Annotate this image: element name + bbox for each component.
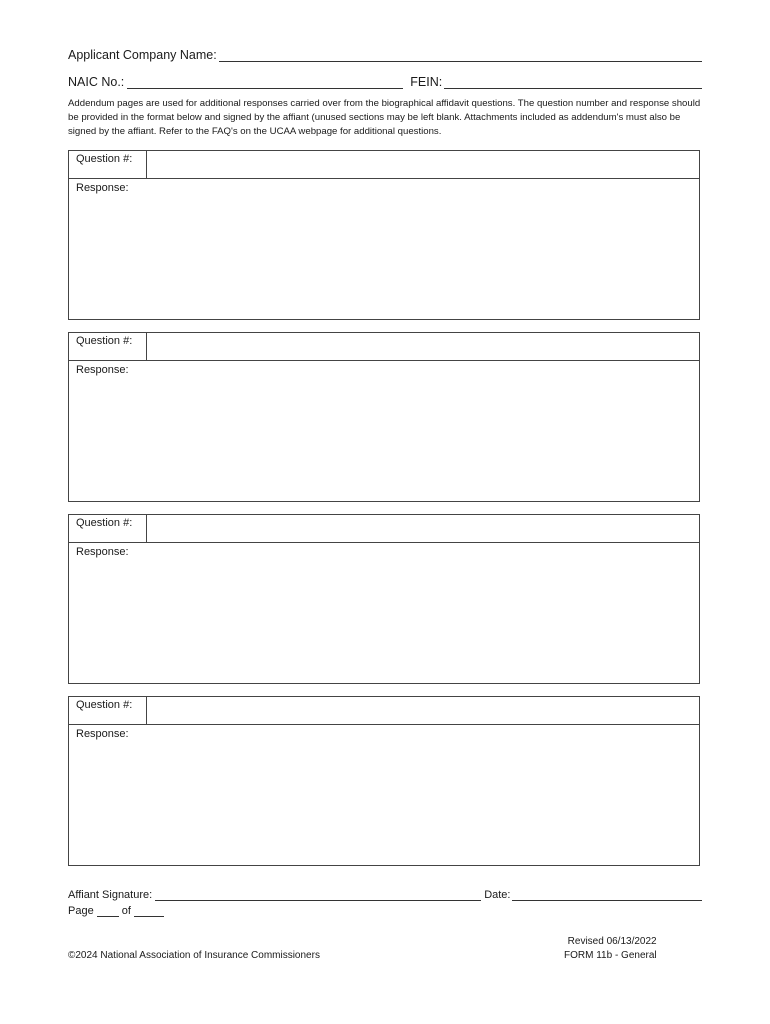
response-field[interactable]: [69, 376, 699, 494]
naic-label: NAIC No.:: [68, 75, 125, 89]
response-label: Response:: [76, 182, 129, 194]
company-name-row: [68, 48, 702, 62]
affiant-signature-field[interactable]: [155, 889, 481, 901]
date-label: Date:: [484, 889, 511, 901]
naic-field[interactable]: [127, 77, 403, 89]
response-label: Response:: [76, 546, 129, 558]
date-field[interactable]: [512, 889, 702, 901]
response-field[interactable]: [69, 740, 699, 858]
question-number-field[interactable]: [147, 333, 699, 360]
response-field[interactable]: [69, 194, 699, 312]
response-label: Response:: [76, 364, 129, 376]
question-block-1: [68, 150, 700, 320]
question-number-field[interactable]: [147, 515, 699, 542]
company-name-label: Applicant Company Name:: [68, 48, 217, 62]
page-label: Page: [68, 905, 94, 917]
company-name-field[interactable]: [219, 50, 702, 62]
response-field[interactable]: [69, 558, 699, 676]
form-number: FORM 11b - General: [564, 950, 657, 961]
question-block-2: [68, 332, 700, 502]
question-block-3: [68, 514, 700, 684]
page-total-field[interactable]: [134, 905, 164, 917]
question-label: Question #:: [69, 333, 147, 360]
revised-date: Revised 06/13/2022: [567, 936, 657, 947]
form-info: [564, 935, 657, 963]
fein-label: FEIN:: [410, 75, 443, 89]
question-number-field[interactable]: [147, 151, 699, 178]
affiant-signature-label: Affiant Signature:: [68, 889, 153, 901]
page-number-field[interactable]: [97, 905, 119, 917]
of-label: of: [121, 905, 131, 917]
response-label: Response:: [76, 728, 129, 740]
question-label: Question #:: [69, 151, 147, 178]
question-block-4: [68, 696, 700, 866]
question-label: Question #:: [69, 515, 147, 542]
naic-fein-row: [68, 75, 702, 89]
question-label: Question #:: [69, 697, 147, 724]
fein-field[interactable]: [444, 77, 702, 89]
page-count-row: [68, 905, 167, 917]
copyright-text: ©2024 National Association of Insurance Commissioners: [68, 950, 320, 961]
intro-text: Addendum pages are used for additional responses carried over from the biographical affidavit questions. The question number and response should be provided in the format below and signed by the affiant (unused sections may be left blank. Attachments included as addendum's must also be signed by the affiant. Refer to the FAQ's on the UCAA webpage for additional questions.: [68, 98, 701, 138]
question-number-field[interactable]: [147, 697, 699, 724]
signature-row: [68, 889, 702, 901]
